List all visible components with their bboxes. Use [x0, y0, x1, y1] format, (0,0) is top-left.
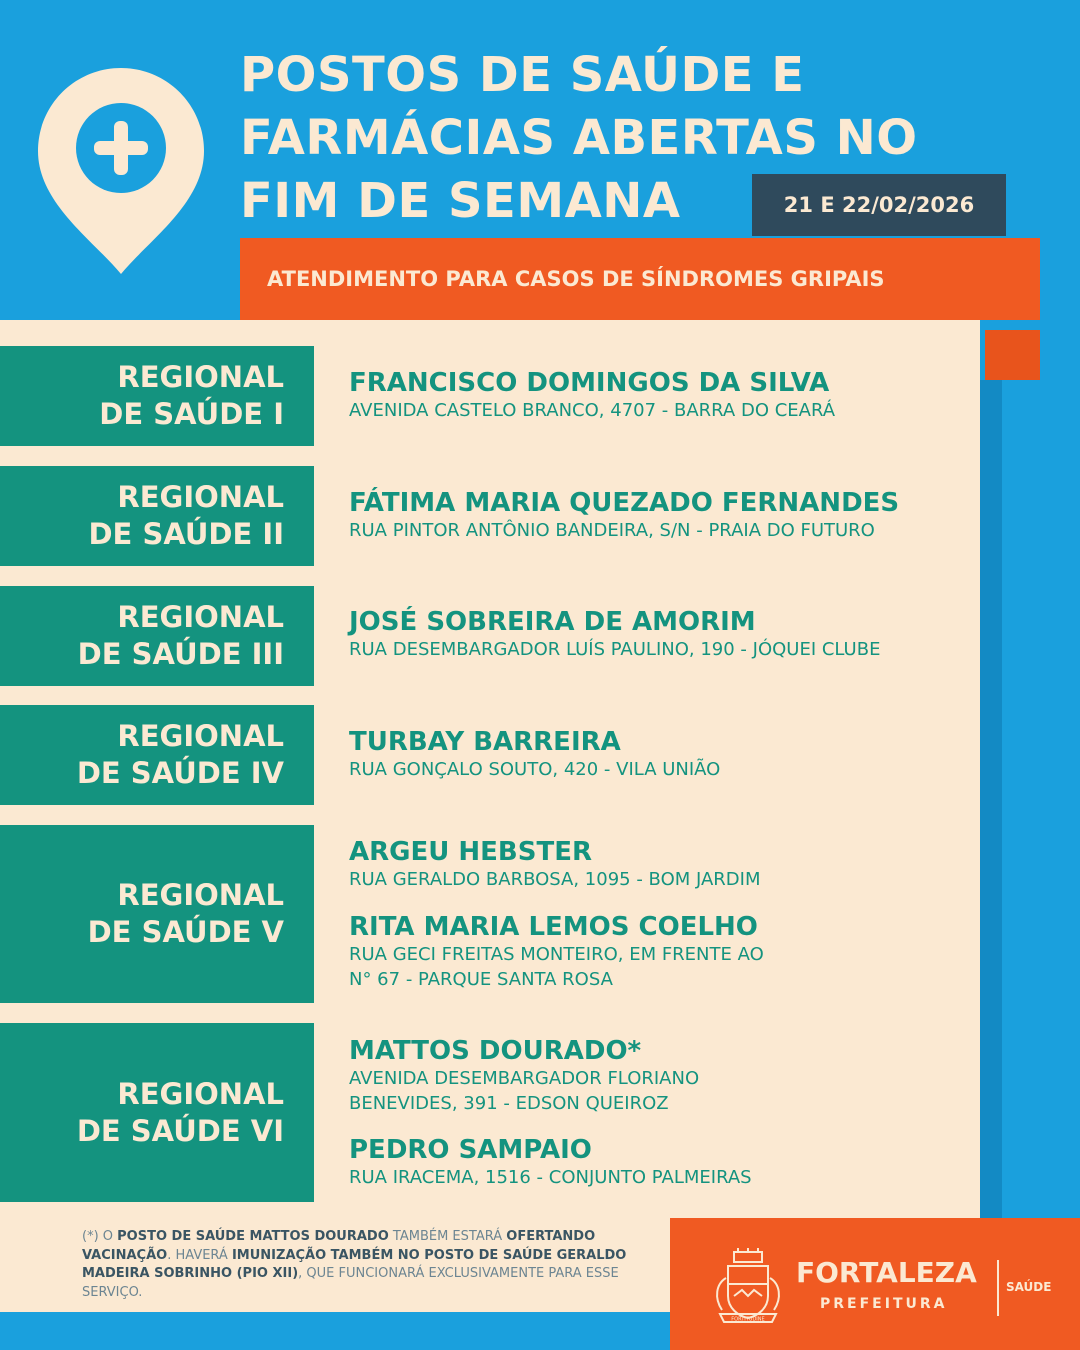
title-line-1: POSTOS DE SAÚDE E — [240, 47, 805, 103]
unit-name: PEDRO SAMPAIO — [349, 1135, 592, 1165]
region-label-line: DE SAÚDE IV — [76, 756, 284, 790]
region-label-line: REGIONAL — [117, 878, 284, 912]
unit-name: MATTOS DOURADO* — [349, 1036, 642, 1066]
date-badge: 21 E 22/02/2026 — [752, 174, 1006, 236]
unit-name: FRANCISCO DOMINGOS DA SILVA — [349, 368, 830, 398]
unit-address: RUA GERALDO BARBOSA, 1095 - BOM JARDIM — [349, 869, 761, 890]
unit-entry — [349, 488, 969, 543]
orange-accent — [985, 330, 1040, 380]
unit-entry — [349, 912, 969, 992]
region-label-4 — [0, 705, 314, 805]
unit-address: RUA IRACEMA, 1516 - CONJUNTO PALMEIRAS — [349, 1167, 752, 1188]
city-crest-icon — [710, 1248, 786, 1328]
unit-address-line: RUA GECI FREITAS MONTEIRO, EM FRENTE AO — [349, 944, 764, 965]
blue-shadow-strip — [980, 380, 1002, 1220]
footnote-text: , QUE FUNCIONARÁ EXCLUSIVAMENTE PARA ESSE SERVIÇO. — [82, 1266, 619, 1300]
region-label-line: REGIONAL — [117, 719, 284, 753]
region-label-line: DE SAÚDE III — [77, 637, 284, 671]
brand-sub: PREFEITURA — [820, 1296, 948, 1312]
prefeitura-logo — [670, 1218, 1080, 1350]
subtitle-text: ATENDIMENTO PARA CASOS DE SÍNDROMES GRIPAIS — [267, 267, 885, 291]
footnote-text: (*) O — [82, 1229, 118, 1244]
region-label-line: REGIONAL — [117, 480, 284, 514]
footnote-text: TAMBÉM ESTARÁ — [388, 1229, 507, 1244]
title-line-3: FIM DE SEMANA — [240, 173, 681, 229]
unit-address: RUA DESEMBARGADOR LUÍS PAULINO, 190 - JÓQUEI CLUBE — [349, 639, 881, 660]
footnote-bold: OFERTANDO VACINAÇÃO — [82, 1229, 596, 1263]
crest-motto: FORTITUDINE — [731, 1316, 765, 1323]
unit-name: JOSÉ SOBREIRA DE AMORIM — [349, 607, 756, 637]
unit-name: TURBAY BARREIRA — [349, 727, 621, 757]
footnote — [82, 1228, 657, 1302]
region-label-line: DE SAÚDE II — [88, 517, 284, 551]
region-label-5 — [0, 825, 314, 1003]
unit-name: FÁTIMA MARIA QUEZADO FERNANDES — [349, 488, 900, 518]
brand-name: FORTALEZA — [796, 1256, 977, 1289]
unit-entry — [349, 1135, 969, 1190]
region-label-2 — [0, 466, 314, 566]
unit-entry — [349, 368, 969, 423]
title-line-2: FARMÁCIAS ABERTAS NO — [240, 110, 918, 166]
region-label-1 — [0, 346, 314, 446]
region-label-line: DE SAÚDE VI — [76, 1113, 284, 1148]
region-label-line: REGIONAL — [117, 1076, 284, 1111]
map-pin-plus-icon — [38, 68, 204, 274]
footnote-bold: IMUNIZAÇÃO TAMBÉM NO POSTO DE SAÚDE GERALDO MADEIRA SOBRINHO (PIO XII) — [82, 1247, 627, 1281]
logo-divider — [997, 1260, 999, 1316]
unit-address: RUA PINTOR ANTÔNIO BANDEIRA, S/N - PRAIA DO FUTURO — [349, 520, 875, 541]
region-label-3 — [0, 586, 314, 686]
unit-name: ARGEU HEBSTER — [349, 837, 592, 867]
region-label-line: DE SAÚDE V — [87, 915, 284, 949]
unit-entry — [349, 837, 969, 892]
footnote-text: . HAVERÁ — [167, 1247, 232, 1263]
brand-dept: SAÚDE — [1006, 1280, 1052, 1294]
region-label-line: REGIONAL — [117, 600, 284, 634]
region-label-line: REGIONAL — [117, 360, 284, 394]
footnote-bold: POSTO DE SAÚDE MATTOS DOURADO — [117, 1229, 389, 1244]
unit-address-line: BENEVIDES, 391 - EDSON QUEIROZ — [349, 1093, 669, 1114]
unit-address-line: N° 67 - PARQUE SANTA ROSA — [349, 969, 613, 990]
subtitle-banner — [240, 238, 1040, 320]
unit-address: RUA GONÇALO SOUTO, 420 - VILA UNIÃO — [349, 759, 721, 780]
unit-name: RITA MARIA LEMOS COELHO — [349, 912, 758, 942]
unit-entry — [349, 727, 969, 782]
unit-entry — [349, 1036, 969, 1116]
region-label-6 — [0, 1023, 314, 1202]
unit-address: AVENIDA CASTELO BRANCO, 4707 - BARRA DO CEARÁ — [349, 400, 836, 421]
region-label-line: DE SAÚDE I — [99, 397, 284, 431]
unit-address-line: AVENIDA DESEMBARGADOR FLORIANO — [349, 1068, 700, 1089]
unit-entry — [349, 607, 969, 662]
